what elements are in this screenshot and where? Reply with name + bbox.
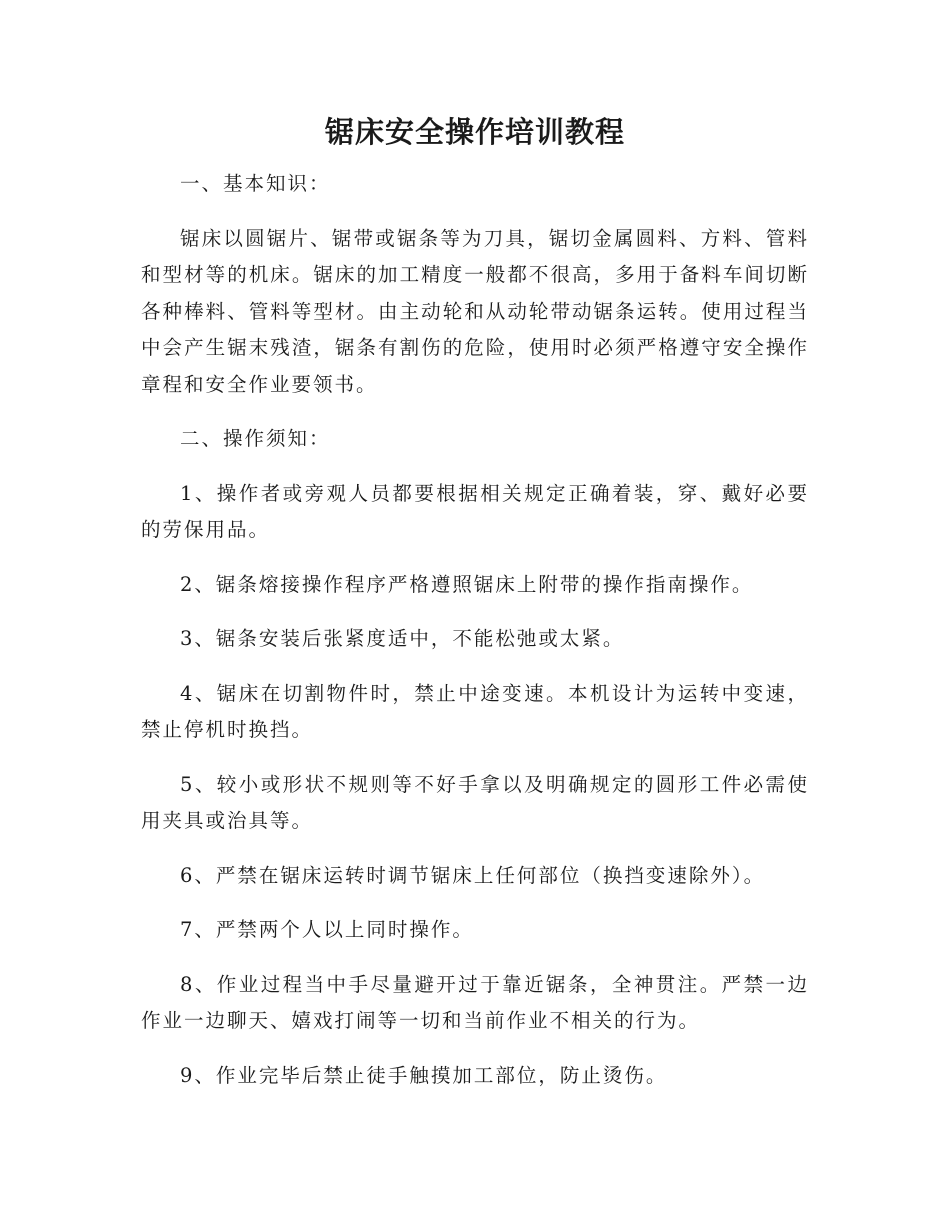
instruction-item-3: 3、锯条安装后张紧度适中，不能松弛或太紧。 (180, 627, 625, 650)
instruction-item-7: 7、严禁两个人以上同时操作。 (180, 918, 474, 941)
instruction-item-6: 6、严禁在锯床运转时调节锯床上任何部位（换挡变速除外）。 (180, 863, 766, 887)
instruction-item-5: 5、较小或形状不规则等不好手拿以及明确规定的圆形工件必需使用夹具或治具等。 (141, 772, 809, 832)
instruction-item-2: 2、锯条熔接操作程序严格遵照锯床上附带的操作指南操作。 (180, 572, 754, 596)
document-body (141, 166, 809, 1112)
document-title: 锯床安全操作培训教程 (324, 115, 625, 149)
section-heading-instructions: 二、操作须知： (180, 427, 331, 450)
instruction-item-8: 8、作业过程当中手尽量避开过于靠近锯条，全神贯注。严禁一边作业一边聊天、嬉戏打闹等一切和当前作业不相关的行为。 (141, 972, 809, 1032)
paragraph-intro: 锯床以圆锯片、锯带或锯条等为刀具，锯切金属圆料、方料、管料和型材等的机床。锯床的加工精度一般都不很高，多用于备料车间切断各种棒料、管料等型材。由主动轮和从动轮带动锯条运转。使用过程当中会产生锯末残渣，锯条有割伤的危险，使用时必须严格遵守安全操作章程和安全作业要领书。 (141, 226, 809, 396)
instruction-item-9: 9、作业完毕后禁止徒手触摸加工部位，防止烫伤。 (180, 1063, 668, 1087)
section-heading-basics: 一、基本知识： (180, 172, 331, 195)
instruction-item-1: 1、操作者或旁观人员都要根据相关规定正确着装，穿、戴好必要的劳保用品。 (141, 481, 809, 541)
instruction-item-4: 4、锯床在切割物件时，禁止中途变速。本机设计为运转中变速，禁止停机时换挡。 (141, 681, 809, 741)
